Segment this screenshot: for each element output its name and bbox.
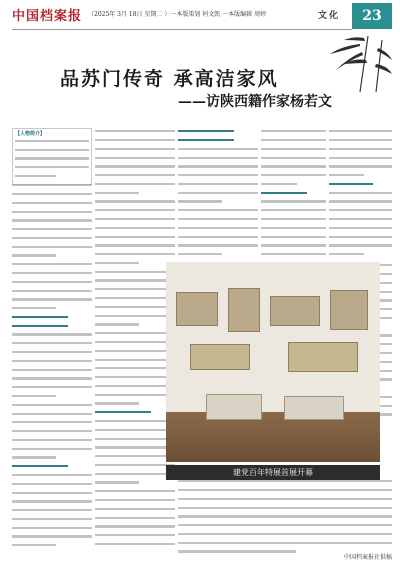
author-box-title: 【人物简介】	[15, 131, 46, 137]
exhibition-photo-block	[166, 262, 380, 482]
headline-subtitle: ——访陕西籍作家杨若文	[178, 94, 332, 110]
bamboo-ink-illustration	[320, 34, 392, 94]
masthead-logo: 中国档案报	[12, 9, 83, 24]
article-column-1	[12, 128, 92, 548]
article-column-5	[329, 128, 392, 258]
article-column-3	[178, 128, 258, 258]
column-1-text	[12, 182, 92, 548]
headline-block	[0, 34, 400, 124]
article-column-4	[261, 128, 326, 258]
article-column-2	[95, 128, 175, 548]
author-profile-box	[12, 128, 92, 185]
author-box-text	[15, 140, 89, 182]
photo-note-text	[178, 478, 392, 557]
section-label: 文化	[318, 11, 341, 21]
photo-source-credit: 中国档案报社供稿	[343, 554, 392, 561]
page-number-badge: 23	[352, 3, 392, 29]
date-line: （2025年 3月 18日 星期二 ）一本版策划 何文凯 一本版编辑 周婷	[88, 11, 267, 18]
exhibition-hall-photo	[166, 262, 380, 462]
photo-caption: 建党百年特展首展开幕	[166, 465, 380, 480]
headline-main: 品苏门传奇 承高洁家风	[60, 68, 279, 90]
header-divider	[12, 29, 352, 30]
